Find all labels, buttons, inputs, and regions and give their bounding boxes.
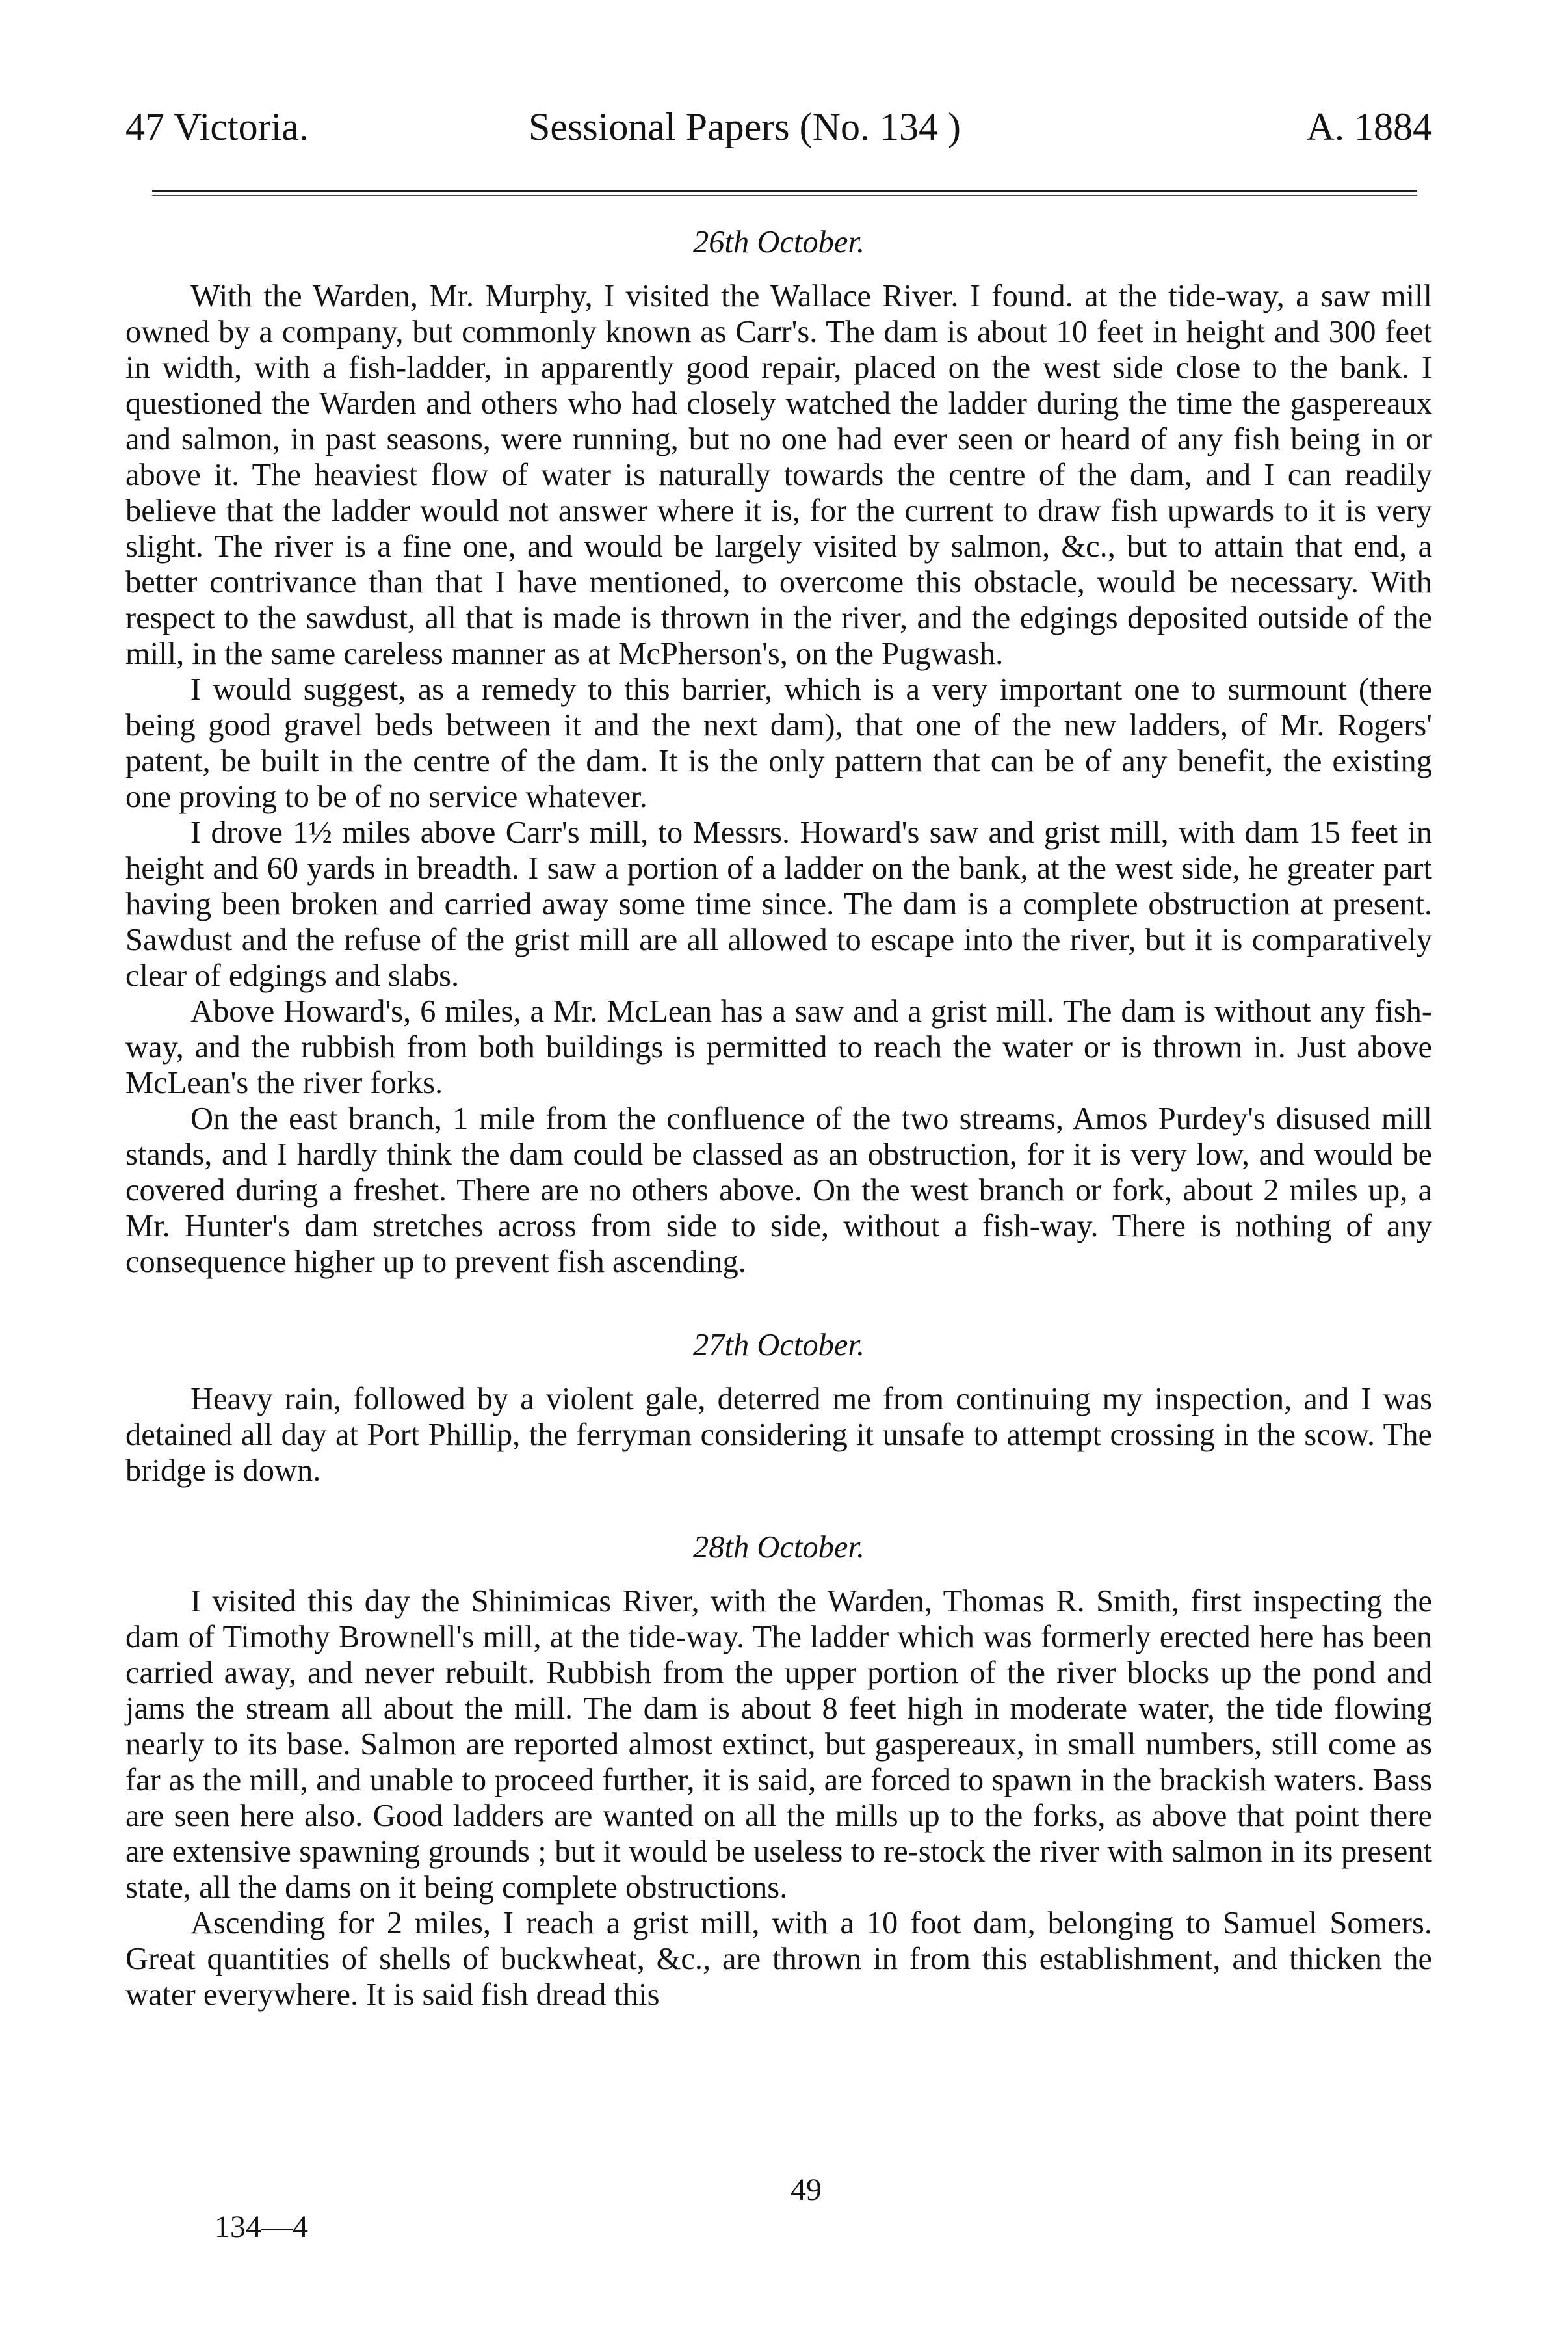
paragraph: I visited this day the Shinimicas River, with the Warden, Thomas R. Smith, first inspecting the dam of Timothy Brownell's mill, at the tide-way. The ladder which was formerly erected here has been carried away, and never rebuilt. Rubbish from the upper portion of the river blocks up the pond and jams the stream all about the mill. The dam is about 8 feet high in moderate water, the tide flowing nearly to its base. Salmon are reported almost extinct, but gaspereaux, in small numbers, still come as far as the mill, and unable to proceed further, it is said, are forced to spawn in the brackish waters. Bass are seen here also. Good ladders are wanted on all the mills up to the forks, as above that point there are extensive spawning grounds ; but it would be useless to re-stock the river with salmon in its present state, all the dams on it being complete obstructions. bbox=[125, 1584, 1432, 1905]
paragraph: I would suggest, as a remedy to this barrier, which is a very important one to surmount (there being good gravel beds between it and the next dam), that one of the new ladders, of Mr. Rogers' patent, be built in the centre of the dam. It is the only pattern that can be of any benefit, the existing one proving to be of no service whatever. bbox=[125, 672, 1432, 814]
date-heading-26th-october: 26th October. bbox=[692, 225, 865, 259]
header-rule-thin bbox=[152, 195, 1417, 196]
paragraph: I drove 1½ miles above Carr's mill, to Messrs. Howard's saw and grist mill, with dam 15 feet in height and 60 yards in breadth. I saw a portion of a ladder on the bank, at the west side, he greater part having been broken and carried away some time since. The dam is a complete obstruction at present. Sawdust and the refuse of the grist mill are all allowed to escape into the river, but it is comparatively clear of edgings and slabs. bbox=[125, 815, 1432, 993]
header-year: A. 1884 bbox=[1306, 105, 1432, 148]
paragraph: On the east branch, 1 mile from the confluence of the two streams, Amos Purdey's disused mill stands, and I hardly think the dam could be classed as an obstruction, for it is very low, and would be covered during a freshet. There are no others above. On the west branch or fork, about 2 miles up, a Mr. Hunter's dam stretches across from side to side, without a fish-way. There is nothing of any consequence higher up to prevent fish ascending. bbox=[125, 1102, 1432, 1279]
header-title: Sessional Papers (No. 134 ) bbox=[529, 105, 961, 148]
body-text bbox=[125, 215, 1432, 2013]
sheet-signature: 134—4 bbox=[215, 2210, 308, 2244]
running-header bbox=[125, 98, 1432, 156]
header-rule bbox=[152, 190, 1417, 192]
date-heading-27th-october: 27th October. bbox=[692, 1328, 865, 1362]
paragraph: Ascending for 2 miles, I reach a grist mill, with a 10 foot dam, belonging to Samuel Somers. Great quantities of shells of buckwheat, &c., are thrown in from this establishment, and thicken the water everywhere. It is said fish dread this bbox=[125, 1906, 1432, 2012]
paragraph: With the Warden, Mr. Murphy, I visited the Wallace River. I found. at the tide-way, a saw mill owned by a company, but commonly known as Carr's. The dam is about 10 feet in height and 300 feet in width, with a fish-ladder, in apparently good repair, placed on the west side close to the bank. I questioned the Warden and others who had closely watched the ladder during the time the gaspereaux and salmon, in past seasons, were running, but no one had ever seen or heard of any fish being in or above it. The heaviest flow of water is naturally towards the centre of the dam, and I can readily believe that the ladder would not answer where it is, for the current to draw fish upwards to it is very slight. The river is a fine one, and would be largely visited by salmon, &c., but to attain that end, a better contrivance than that I have mentioned, to overcome this obstacle, would be necessary. With respect to the sawdust, all that is made is thrown in the river, and the edgings deposited outside of the mill, in the same careless manner as at McPherson's, on the Pugwash. bbox=[125, 279, 1432, 671]
date-heading-28th-october: 28th October. bbox=[692, 1530, 865, 1565]
header-volume: 47 Victoria. bbox=[125, 105, 309, 148]
paragraph: Heavy rain, followed by a violent gale, deterred me from continuing my inspection, and I was detained all day at Port Phillip, the ferryman considering it unsafe to attempt crossing in the scow. The bridge is down. bbox=[125, 1382, 1432, 1488]
page-number: 49 bbox=[791, 2173, 822, 2207]
paragraph: Above Howard's, 6 miles, a Mr. McLean has a saw and a grist mill. The dam is without any fish-way, and the rubbish from both buildings is permitted to reach the water or is thrown in. Just above McLean's the river forks. bbox=[125, 994, 1432, 1100]
